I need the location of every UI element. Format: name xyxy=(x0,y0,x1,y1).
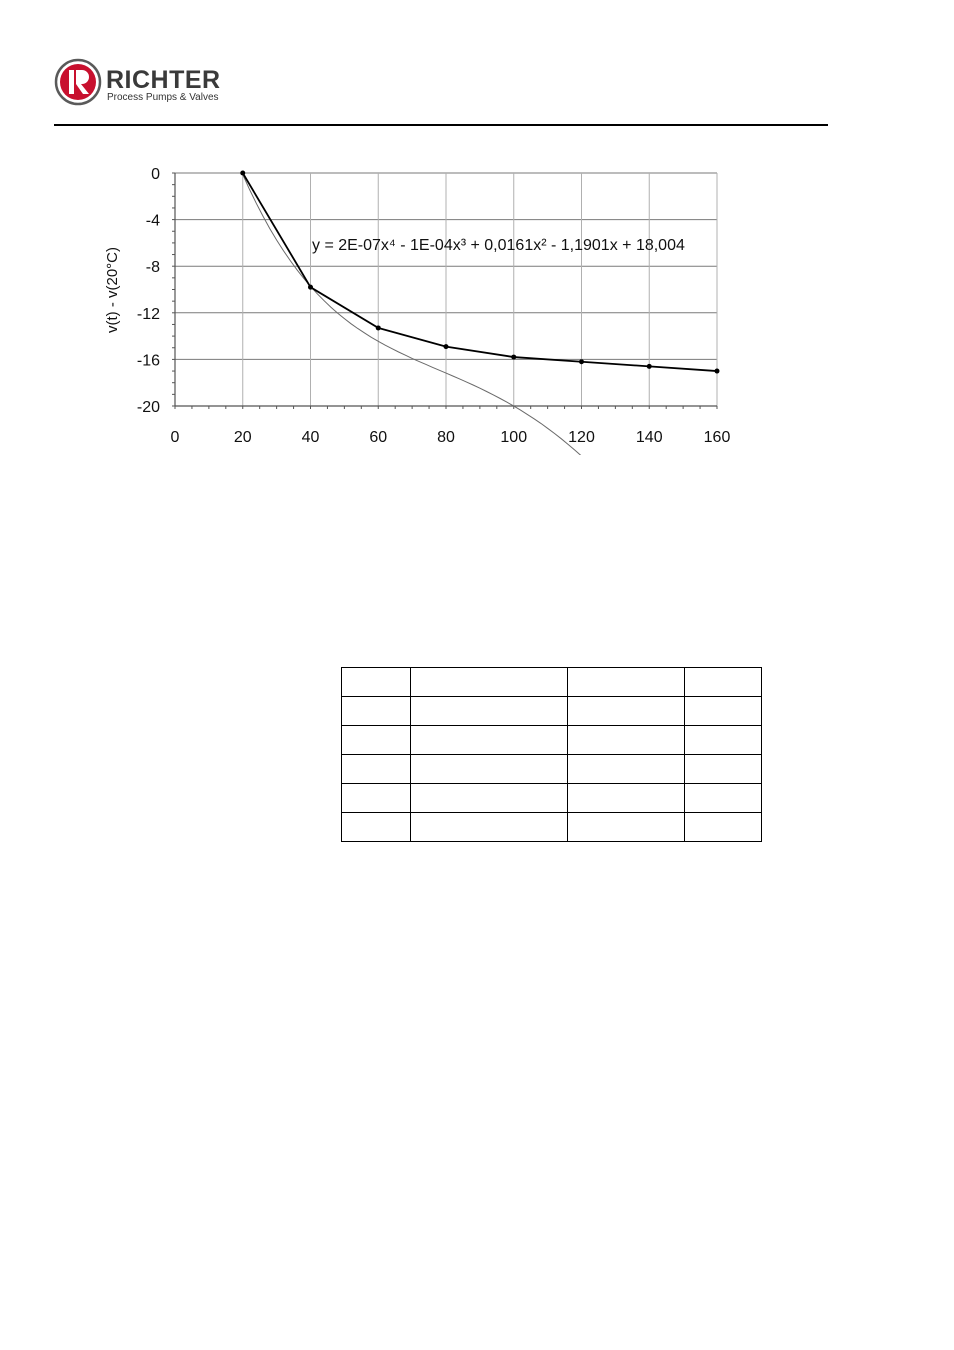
table-row xyxy=(342,755,762,784)
logo-tagline: Process Pumps & Valves xyxy=(107,92,219,103)
table-cell xyxy=(411,784,568,813)
line-chart xyxy=(95,155,745,455)
table-cell xyxy=(685,784,762,813)
table-cell xyxy=(568,697,685,726)
table-cell xyxy=(685,755,762,784)
trendline xyxy=(243,175,717,456)
table-row xyxy=(342,784,762,813)
table-cell xyxy=(685,697,762,726)
table-cell xyxy=(342,697,411,726)
table-cell xyxy=(411,668,568,697)
header-divider xyxy=(54,124,828,126)
y-tick-label: -8 xyxy=(145,259,160,277)
table-cell xyxy=(685,813,762,842)
x-tick-label: 20 xyxy=(233,429,252,446)
x-tick-label: 140 xyxy=(635,429,663,446)
data-point xyxy=(240,171,245,176)
logo-name: RICHTER xyxy=(106,66,221,94)
x-tick-label: 40 xyxy=(301,429,320,446)
table-row xyxy=(342,726,762,755)
richter-logo-icon xyxy=(54,58,102,106)
table-row xyxy=(342,668,762,697)
table-cell xyxy=(342,755,411,784)
table-cell xyxy=(411,726,568,755)
data-point xyxy=(715,369,720,374)
x-tick-label: 120 xyxy=(568,429,595,446)
x-tick-label: 0 xyxy=(170,429,180,446)
data-point xyxy=(308,285,313,290)
table-cell xyxy=(568,784,685,813)
data-point xyxy=(579,359,584,364)
x-tick-label: 160 xyxy=(703,429,731,446)
table-cell xyxy=(568,726,685,755)
table-cell xyxy=(342,813,411,842)
x-tick-label: 60 xyxy=(369,429,388,446)
data-point xyxy=(511,355,516,360)
table-cell xyxy=(568,668,685,697)
table-cell xyxy=(568,813,685,842)
table-cell xyxy=(411,697,568,726)
table-cell xyxy=(685,668,762,697)
table-cell xyxy=(411,755,568,784)
series-line xyxy=(243,173,717,371)
richter-logo xyxy=(54,58,254,108)
data-point xyxy=(376,325,381,330)
table-row xyxy=(342,697,762,726)
table-row xyxy=(342,813,762,842)
y-tick-label: -12 xyxy=(136,305,160,323)
table-cell xyxy=(411,813,568,842)
x-tick-label: 100 xyxy=(500,429,528,446)
y-tick-label: 0 xyxy=(151,166,160,183)
y-axis-label: v(t) - v(20°C) xyxy=(104,247,121,333)
table-cell xyxy=(342,668,411,697)
x-tick-label: 80 xyxy=(437,429,455,446)
y-tick-label: -20 xyxy=(136,399,160,416)
equation-annotation: y = 2E-07x⁴ - 1E-04x³ + 0,0161x² - 1,1901x + 18,004 xyxy=(312,237,685,254)
y-tick-label: -16 xyxy=(136,352,160,370)
data-point xyxy=(647,364,652,369)
table-cell xyxy=(342,784,411,813)
y-tick-label: -4 xyxy=(145,212,160,230)
table-cell xyxy=(568,755,685,784)
data-point xyxy=(444,344,449,349)
data-table xyxy=(341,667,762,842)
chart-svg xyxy=(95,155,745,455)
table-cell xyxy=(685,726,762,755)
table-cell xyxy=(342,726,411,755)
